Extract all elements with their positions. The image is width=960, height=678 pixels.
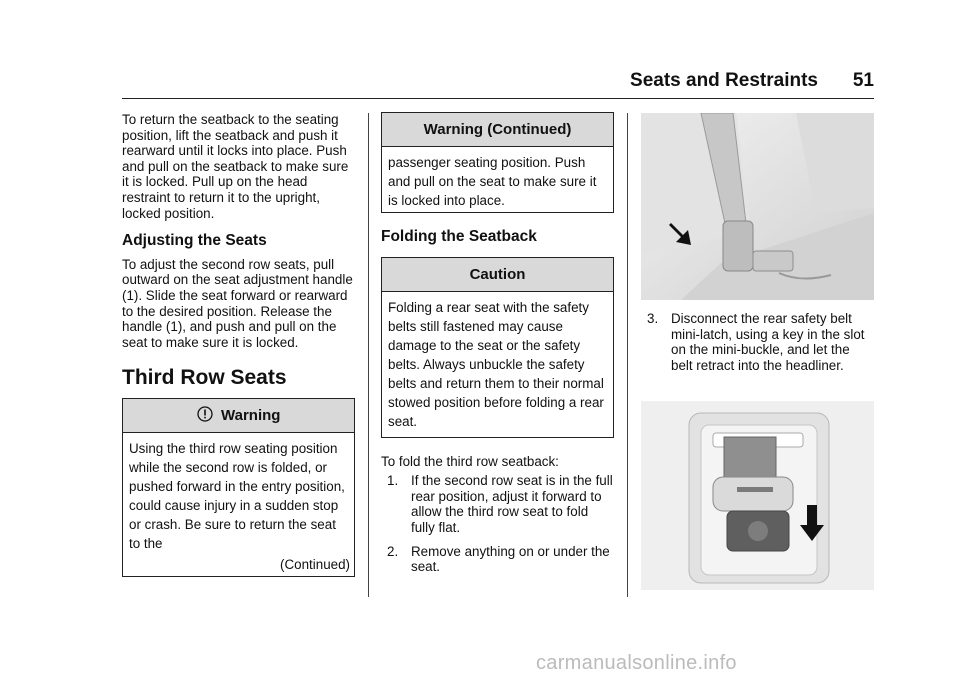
- column-divider: [368, 113, 369, 597]
- section-title: Seats and Restraints: [630, 70, 818, 91]
- step-text: Remove anything on or under the seat.: [411, 543, 610, 575]
- page-number: 51: [852, 70, 874, 91]
- column-middle: [381, 112, 614, 583]
- step-number: 2.: [387, 543, 399, 559]
- warning-icon: [197, 407, 217, 424]
- fold-intro: To fold the third row seatback:: [381, 453, 559, 469]
- step-number: 3.: [647, 311, 659, 326]
- caution-box: [381, 257, 614, 438]
- watermark: carmanualsonline.info: [536, 652, 737, 674]
- third-row-heading: Third Row Seats: [122, 366, 287, 390]
- mini-buckle-illustration: [641, 401, 874, 590]
- step-text: Disconnect the rear safety belt mini-latch, using a key in the slot on the mini-buckle, and let the belt retract into the headliner.: [671, 311, 865, 373]
- step-number: 1.: [387, 473, 399, 489]
- warning-continued-box: [381, 112, 614, 213]
- seatbelt-latch-illustration: [641, 113, 874, 300]
- step-list: [381, 473, 614, 575]
- step-list: [641, 311, 874, 381]
- intro-paragraph: To return the seatback to the seating position, lift the seatback and push it rearward until it locks into place. Push and pull on the seatback to make sure it is locked. Pull up on the head restraint to return it to the upright, locked position.: [122, 112, 349, 221]
- continued-label: (Continued): [280, 556, 350, 572]
- list-item: [641, 311, 874, 373]
- warning-header: [123, 399, 354, 433]
- column-left: [122, 112, 355, 577]
- caution-body: Folding a rear seat with the safety belts still fastened may cause damage to the seat or the safety belts. Always unbuckle the safety belts and return them to their normal stowed position before folding a rear seat.: [388, 299, 604, 429]
- caution-header: Caution: [382, 258, 613, 292]
- header-rule: [122, 98, 874, 99]
- warning-continued-body: passenger seating position. Push and pull on the seat to make sure it is locked into place.: [388, 155, 597, 208]
- list-item: [381, 473, 614, 535]
- adjusting-paragraph: To adjust the second row seats, pull outward on the seat adjustment handle (1). Slide the seat forward or rearward to the desired position. Release the handle (1), and push and pull on the seat to make sure it is locked.: [122, 256, 353, 350]
- list-item: [381, 544, 614, 575]
- warning-body: Using the third row seating position while the second row is folded, or pushed forward in the entry position, could cause injury in a sudden stop or crash. Be sure to return the seat to the: [129, 440, 345, 551]
- column-divider: [627, 113, 628, 597]
- folding-heading: Folding the Seatback: [381, 228, 537, 245]
- warning-continued-header: Warning (Continued): [382, 113, 613, 147]
- step-text: If the second row seat is in the full rear position, adjust it forward to allow the third row seat to fold fully flat.: [411, 473, 613, 535]
- warning-box: [122, 398, 355, 577]
- adjusting-heading: Adjusting the Seats: [122, 232, 267, 250]
- warning-title: Warning: [221, 406, 281, 424]
